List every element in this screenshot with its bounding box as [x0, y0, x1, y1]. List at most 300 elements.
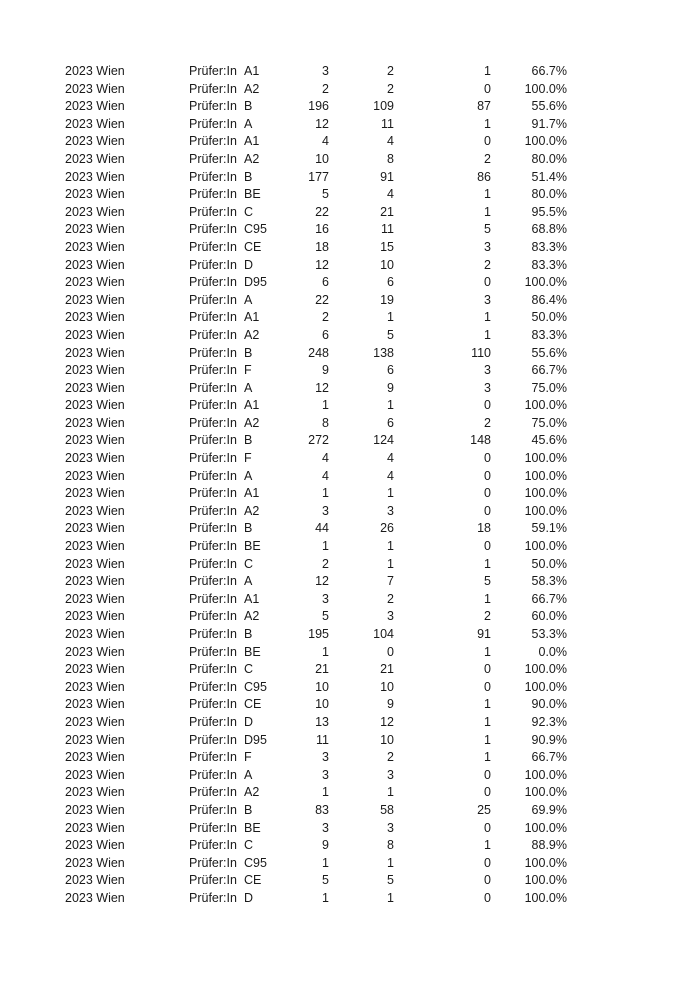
- total-count-cell: 1: [322, 398, 329, 413]
- year-place-cell: 2023 Wien: [65, 802, 125, 817]
- pass-rate-cell: 66.7%: [531, 750, 567, 765]
- year-place-cell: 2023 Wien: [65, 627, 125, 641]
- year-place-cell: 2023 Wien: [65, 591, 125, 606]
- role-cell: Prüfer:In: [189, 292, 237, 307]
- license-class-cell: C95: [244, 222, 267, 237]
- pass-rate-cell: 75.0%: [531, 380, 567, 395]
- year-place-cell: 2023 Wien: [65, 556, 125, 571]
- pass-rate-cell: 92.3%: [531, 714, 567, 729]
- role-cell: Prüfer:In: [189, 750, 237, 765]
- year-place-cell: 2023 Wien: [65, 750, 125, 765]
- passed-count-cell: 0: [387, 644, 394, 659]
- passed-count-cell: 15: [380, 239, 394, 254]
- year-place-cell: 2023 Wien: [65, 767, 125, 782]
- year-place-cell: 2023 Wien: [65, 890, 125, 905]
- table-row: [0, 644, 700, 662]
- year-place-cell: 2023 Wien: [65, 574, 125, 589]
- pass-rate-cell: 90.0%: [531, 697, 567, 712]
- table-row: [0, 327, 700, 345]
- failed-count-cell: 0: [484, 486, 491, 501]
- license-class-cell: B: [244, 627, 253, 641]
- total-count-cell: 3: [322, 750, 329, 765]
- year-place-cell: 2023 Wien: [65, 873, 125, 888]
- total-count-cell: 12: [315, 380, 329, 395]
- license-class-cell: A2: [244, 785, 260, 800]
- passed-count-cell: 2: [387, 81, 394, 96]
- pass-rate-cell: 91.7%: [531, 116, 567, 131]
- year-place-cell: 2023 Wien: [65, 99, 125, 114]
- role-cell: Prüfer:In: [189, 662, 237, 677]
- failed-count-cell: 110: [471, 345, 491, 360]
- failed-count-cell: 0: [484, 81, 491, 96]
- pass-rate-cell: 100.0%: [524, 486, 567, 501]
- failed-count-cell: 0: [484, 855, 491, 870]
- failed-count-cell: 87: [477, 99, 491, 114]
- license-class-cell: CE: [244, 239, 262, 254]
- failed-count-cell: 0: [484, 539, 491, 554]
- role-cell: Prüfer:In: [189, 433, 237, 448]
- total-count-cell: 2: [322, 81, 329, 96]
- license-class-cell: A2: [244, 327, 260, 342]
- year-place-cell: 2023 Wien: [65, 662, 125, 677]
- role-cell: Prüfer:In: [189, 591, 237, 606]
- role-cell: Prüfer:In: [189, 468, 237, 483]
- table-row: [0, 450, 700, 468]
- role-cell: Prüfer:In: [189, 521, 237, 536]
- pass-rate-cell: 59.1%: [531, 521, 567, 536]
- pass-rate-cell: 53.3%: [531, 627, 567, 641]
- table-row: [0, 345, 700, 363]
- total-count-cell: 1: [322, 486, 329, 501]
- passed-count-cell: 21: [380, 662, 394, 677]
- table-row: [0, 63, 700, 81]
- license-class-cell: B: [244, 345, 253, 360]
- table-row: [0, 749, 700, 767]
- failed-count-cell: 1: [484, 310, 491, 325]
- pass-rate-cell: 90.9%: [531, 732, 567, 747]
- year-place-cell: 2023 Wien: [65, 116, 125, 131]
- failed-count-cell: 5: [484, 574, 491, 589]
- role-cell: Prüfer:In: [189, 222, 237, 237]
- year-place-cell: 2023 Wien: [65, 257, 125, 272]
- table-row: [0, 468, 700, 486]
- role-cell: Prüfer:In: [189, 820, 237, 835]
- total-count-cell: 11: [316, 732, 329, 747]
- pass-rate-cell: 100.0%: [524, 468, 567, 483]
- table-row: [0, 767, 700, 785]
- role-cell: Prüfer:In: [189, 732, 237, 747]
- role-cell: Prüfer:In: [189, 345, 237, 360]
- failed-count-cell: 1: [484, 556, 491, 571]
- total-count-cell: 10: [315, 151, 329, 166]
- license-class-cell: C95: [244, 855, 267, 870]
- failed-count-cell: 5: [484, 222, 491, 237]
- role-cell: Prüfer:In: [189, 380, 237, 395]
- license-class-cell: CE: [244, 697, 262, 712]
- failed-count-cell: 0: [484, 275, 491, 290]
- role-cell: Prüfer:In: [189, 151, 237, 166]
- total-count-cell: 3: [322, 591, 329, 606]
- passed-count-cell: 1: [387, 398, 394, 413]
- license-class-cell: A: [244, 767, 253, 782]
- passed-count-cell: 6: [387, 415, 394, 430]
- license-class-cell: C95: [244, 679, 267, 694]
- pass-rate-cell: 83.3%: [531, 327, 567, 342]
- failed-count-cell: 1: [484, 697, 491, 712]
- role-cell: Prüfer:In: [189, 257, 237, 272]
- failed-count-cell: 1: [484, 64, 491, 78]
- license-class-cell: A1: [244, 134, 260, 149]
- table-row: [0, 292, 700, 310]
- pass-rate-cell: 69.9%: [531, 802, 567, 817]
- total-count-cell: 1: [322, 644, 329, 659]
- passed-count-cell: 58: [380, 802, 394, 817]
- pass-rate-cell: 75.0%: [531, 415, 567, 430]
- table-row: [0, 415, 700, 433]
- table-row: [0, 872, 700, 890]
- passed-count-cell: 3: [387, 820, 394, 835]
- total-count-cell: 196: [308, 99, 329, 114]
- pass-rate-cell: 100.0%: [524, 539, 567, 554]
- license-class-cell: A: [244, 292, 253, 307]
- pass-rate-cell: 55.6%: [531, 345, 567, 360]
- total-count-cell: 8: [322, 415, 329, 430]
- pass-rate-cell: 0.0%: [538, 644, 567, 659]
- passed-count-cell: 138: [373, 345, 394, 360]
- table-row: [0, 732, 700, 750]
- failed-count-cell: 3: [484, 292, 491, 307]
- pass-rate-cell: 50.0%: [531, 556, 567, 571]
- table-row: [0, 204, 700, 222]
- failed-count-cell: 1: [484, 750, 491, 765]
- year-place-cell: 2023 Wien: [65, 521, 125, 536]
- year-place-cell: 2023 Wien: [65, 838, 125, 853]
- role-cell: Prüfer:In: [189, 890, 237, 905]
- table-row: [0, 169, 700, 187]
- total-count-cell: 9: [322, 838, 329, 853]
- data-table: [0, 63, 700, 908]
- pass-rate-cell: 66.7%: [531, 591, 567, 606]
- table-row: [0, 380, 700, 398]
- total-count-cell: 10: [315, 697, 329, 712]
- failed-count-cell: 1: [484, 838, 491, 853]
- license-class-cell: A1: [244, 486, 260, 501]
- total-count-cell: 12: [315, 574, 329, 589]
- year-place-cell: 2023 Wien: [65, 275, 125, 290]
- license-class-cell: B: [244, 433, 253, 448]
- license-class-cell: B: [244, 99, 253, 114]
- failed-count-cell: 0: [484, 451, 491, 466]
- total-count-cell: 13: [315, 714, 329, 729]
- pass-rate-cell: 100.0%: [524, 134, 567, 149]
- failed-count-cell: 0: [484, 767, 491, 782]
- passed-count-cell: 1: [387, 890, 394, 905]
- year-place-cell: 2023 Wien: [65, 714, 125, 729]
- pass-rate-cell: 95.5%: [531, 204, 567, 219]
- passed-count-cell: 26: [380, 521, 394, 536]
- table-row: [0, 679, 700, 697]
- role-cell: Prüfer:In: [189, 64, 237, 78]
- pass-rate-cell: 100.0%: [524, 820, 567, 835]
- table-row: [0, 538, 700, 556]
- passed-count-cell: 19: [380, 292, 394, 307]
- pass-rate-cell: 50.0%: [531, 310, 567, 325]
- table-row: [0, 573, 700, 591]
- passed-count-cell: 7: [387, 574, 394, 589]
- passed-count-cell: 1: [387, 539, 394, 554]
- license-class-cell: BE: [244, 820, 261, 835]
- role-cell: Prüfer:In: [189, 556, 237, 571]
- role-cell: Prüfer:In: [189, 99, 237, 114]
- license-class-cell: D: [244, 714, 254, 729]
- pass-rate-cell: 100.0%: [524, 679, 567, 694]
- license-class-cell: A: [244, 574, 253, 589]
- year-place-cell: 2023 Wien: [65, 732, 125, 747]
- failed-count-cell: 2: [484, 151, 491, 166]
- pass-rate-cell: 100.0%: [524, 81, 567, 96]
- total-count-cell: 18: [315, 239, 329, 254]
- total-count-cell: 5: [322, 187, 329, 202]
- total-count-cell: 2: [322, 310, 329, 325]
- failed-count-cell: 0: [484, 468, 491, 483]
- pass-rate-cell: 100.0%: [524, 767, 567, 782]
- license-class-cell: B: [244, 169, 253, 184]
- role-cell: Prüfer:In: [189, 697, 237, 712]
- table-row: [0, 784, 700, 802]
- role-cell: Prüfer:In: [189, 609, 237, 624]
- year-place-cell: 2023 Wien: [65, 204, 125, 219]
- table-row: [0, 221, 700, 239]
- table-row: [0, 820, 700, 838]
- role-cell: Prüfer:In: [189, 451, 237, 466]
- failed-count-cell: 0: [484, 785, 491, 800]
- total-count-cell: 5: [322, 873, 329, 888]
- total-count-cell: 22: [315, 292, 329, 307]
- role-cell: Prüfer:In: [189, 539, 237, 554]
- total-count-cell: 1: [322, 855, 329, 870]
- pass-rate-cell: 100.0%: [524, 275, 567, 290]
- total-count-cell: 1: [322, 785, 329, 800]
- license-class-cell: F: [244, 451, 252, 466]
- role-cell: Prüfer:In: [189, 363, 237, 378]
- table-row: [0, 81, 700, 99]
- table-row: [0, 556, 700, 574]
- year-place-cell: 2023 Wien: [65, 239, 125, 254]
- role-cell: Prüfer:In: [189, 644, 237, 659]
- license-class-cell: C: [244, 556, 254, 571]
- year-place-cell: 2023 Wien: [65, 151, 125, 166]
- pass-rate-cell: 100.0%: [524, 451, 567, 466]
- failed-count-cell: 1: [484, 327, 491, 342]
- total-count-cell: 12: [315, 257, 329, 272]
- year-place-cell: 2023 Wien: [65, 292, 125, 307]
- failed-count-cell: 0: [484, 398, 491, 413]
- role-cell: Prüfer:In: [189, 873, 237, 888]
- pass-rate-cell: 100.0%: [524, 503, 567, 518]
- table-row: [0, 257, 700, 275]
- license-class-cell: C: [244, 838, 254, 853]
- failed-count-cell: 0: [484, 873, 491, 888]
- year-place-cell: 2023 Wien: [65, 539, 125, 554]
- failed-count-cell: 0: [484, 679, 491, 694]
- failed-count-cell: 1: [484, 187, 491, 202]
- passed-count-cell: 3: [387, 609, 394, 624]
- role-cell: Prüfer:In: [189, 802, 237, 817]
- passed-count-cell: 10: [380, 679, 394, 694]
- failed-count-cell: 0: [484, 134, 491, 149]
- year-place-cell: 2023 Wien: [65, 679, 125, 694]
- role-cell: Prüfer:In: [189, 767, 237, 782]
- role-cell: Prüfer:In: [189, 310, 237, 325]
- pass-rate-cell: 58.3%: [531, 574, 567, 589]
- table-row: [0, 608, 700, 626]
- passed-count-cell: 2: [387, 591, 394, 606]
- year-place-cell: 2023 Wien: [65, 398, 125, 413]
- role-cell: Prüfer:In: [189, 239, 237, 254]
- pass-rate-cell: 68.8%: [531, 222, 567, 237]
- total-count-cell: 6: [322, 275, 329, 290]
- license-class-cell: C: [244, 662, 254, 677]
- total-count-cell: 12: [315, 116, 329, 131]
- failed-count-cell: 148: [470, 433, 491, 448]
- role-cell: Prüfer:In: [189, 327, 237, 342]
- passed-count-cell: 3: [387, 767, 394, 782]
- passed-count-cell: 4: [387, 134, 394, 149]
- total-count-cell: 1: [322, 539, 329, 554]
- total-count-cell: 2: [322, 556, 329, 571]
- total-count-cell: 9: [322, 363, 329, 378]
- role-cell: Prüfer:In: [189, 398, 237, 413]
- total-count-cell: 177: [308, 169, 329, 184]
- year-place-cell: 2023 Wien: [65, 81, 125, 96]
- pass-rate-cell: 100.0%: [524, 873, 567, 888]
- license-class-cell: BE: [244, 187, 261, 202]
- license-class-cell: A1: [244, 398, 260, 413]
- table-row: [0, 802, 700, 820]
- failed-count-cell: 2: [484, 609, 491, 624]
- license-class-cell: A2: [244, 503, 260, 518]
- role-cell: Prüfer:In: [189, 503, 237, 518]
- license-class-cell: A: [244, 116, 253, 131]
- role-cell: Prüfer:In: [189, 415, 237, 430]
- table-row: [0, 151, 700, 169]
- license-class-cell: A2: [244, 415, 260, 430]
- passed-count-cell: 2: [387, 750, 394, 765]
- license-class-cell: BE: [244, 644, 261, 659]
- failed-count-cell: 86: [477, 169, 491, 184]
- total-count-cell: 4: [322, 468, 329, 483]
- pass-rate-cell: 80.0%: [531, 151, 567, 166]
- year-place-cell: 2023 Wien: [65, 222, 125, 237]
- license-class-cell: B: [244, 521, 253, 536]
- passed-count-cell: 2: [387, 64, 394, 78]
- license-class-cell: D95: [244, 275, 267, 290]
- failed-count-cell: 25: [477, 802, 491, 817]
- total-count-cell: 22: [315, 204, 329, 219]
- total-count-cell: 3: [322, 64, 329, 78]
- role-cell: Prüfer:In: [189, 486, 237, 501]
- license-class-cell: A1: [244, 64, 260, 78]
- passed-count-cell: 104: [373, 627, 394, 641]
- year-place-cell: 2023 Wien: [65, 451, 125, 466]
- year-place-cell: 2023 Wien: [65, 310, 125, 325]
- passed-count-cell: 6: [387, 363, 394, 378]
- table-row: [0, 98, 700, 116]
- role-cell: Prüfer:In: [189, 627, 237, 641]
- table-row: [0, 485, 700, 503]
- total-count-cell: 44: [315, 521, 329, 536]
- pass-rate-cell: 100.0%: [524, 785, 567, 800]
- year-place-cell: 2023 Wien: [65, 855, 125, 870]
- pass-rate-cell: 86.4%: [531, 292, 567, 307]
- table-row: [0, 397, 700, 415]
- role-cell: Prüfer:In: [189, 714, 237, 729]
- year-place-cell: 2023 Wien: [65, 380, 125, 395]
- table-row: [0, 133, 700, 151]
- total-count-cell: 6: [322, 327, 329, 342]
- passed-count-cell: 8: [387, 151, 394, 166]
- year-place-cell: 2023 Wien: [65, 697, 125, 712]
- passed-count-cell: 21: [380, 204, 394, 219]
- table-row: [0, 626, 700, 644]
- year-place-cell: 2023 Wien: [65, 187, 125, 202]
- total-count-cell: 195: [308, 627, 329, 641]
- role-cell: Prüfer:In: [189, 574, 237, 589]
- passed-count-cell: 109: [373, 99, 394, 114]
- pass-rate-cell: 83.3%: [531, 239, 567, 254]
- pass-rate-cell: 100.0%: [524, 662, 567, 677]
- passed-count-cell: 5: [387, 873, 394, 888]
- pass-rate-cell: 83.3%: [531, 257, 567, 272]
- license-class-cell: D: [244, 890, 254, 905]
- license-class-cell: D95: [244, 732, 267, 747]
- pass-rate-cell: 100.0%: [524, 398, 567, 413]
- license-class-cell: CE: [244, 873, 262, 888]
- passed-count-cell: 5: [387, 327, 394, 342]
- total-count-cell: 5: [322, 609, 329, 624]
- passed-count-cell: 1: [387, 556, 394, 571]
- license-class-cell: BE: [244, 539, 261, 554]
- table-row: [0, 186, 700, 204]
- passed-count-cell: 124: [373, 433, 394, 448]
- license-class-cell: A1: [244, 310, 260, 325]
- pass-rate-cell: 100.0%: [524, 890, 567, 905]
- license-class-cell: F: [244, 750, 252, 765]
- table-row: [0, 696, 700, 714]
- table-row: [0, 591, 700, 609]
- failed-count-cell: 0: [484, 890, 491, 905]
- table-row: [0, 432, 700, 450]
- table-row: [0, 855, 700, 873]
- role-cell: Prüfer:In: [189, 187, 237, 202]
- year-place-cell: 2023 Wien: [65, 468, 125, 483]
- total-count-cell: 3: [322, 503, 329, 518]
- passed-count-cell: 9: [387, 380, 394, 395]
- total-count-cell: 272: [308, 433, 329, 448]
- year-place-cell: 2023 Wien: [65, 609, 125, 624]
- table-row: [0, 116, 700, 134]
- passed-count-cell: 8: [387, 838, 394, 853]
- failed-count-cell: 91: [477, 627, 491, 641]
- failed-count-cell: 3: [484, 363, 491, 378]
- passed-count-cell: 1: [387, 486, 394, 501]
- role-cell: Prüfer:In: [189, 855, 237, 870]
- year-place-cell: 2023 Wien: [65, 345, 125, 360]
- year-place-cell: 2023 Wien: [65, 134, 125, 149]
- table-row: [0, 503, 700, 521]
- failed-count-cell: 1: [484, 714, 491, 729]
- year-place-cell: 2023 Wien: [65, 415, 125, 430]
